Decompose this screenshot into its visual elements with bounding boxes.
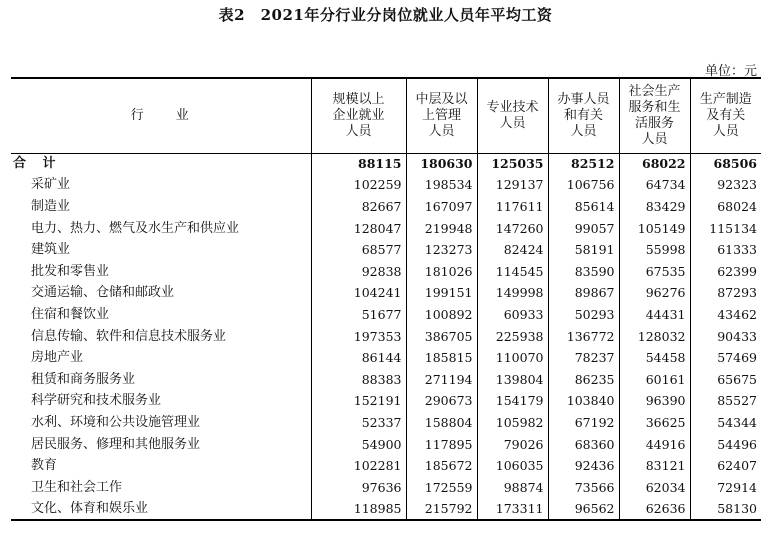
header-col5: [619, 78, 690, 153]
cell-value: 96562: [548, 499, 619, 521]
cell-value: 106035: [477, 455, 548, 477]
cell-value: 72914: [690, 477, 761, 499]
cell-value: 73566: [548, 477, 619, 499]
row-name: 住宿和餐饮业: [31, 306, 110, 322]
cell-value: 68506: [690, 153, 761, 175]
table-row: [11, 434, 761, 456]
cell-value: 128047: [311, 218, 406, 240]
header-line: 人员: [345, 123, 372, 139]
cell-value: 102259: [311, 175, 406, 197]
cell-value: 96276: [619, 283, 690, 305]
cell-value: 58130: [690, 499, 761, 521]
table-row: [11, 304, 761, 326]
row-name: 租赁和商务服务业: [31, 371, 136, 387]
cell-value: 149998: [477, 283, 548, 305]
table-row: [11, 412, 761, 434]
cell-value: 87293: [690, 283, 761, 305]
table-row: [11, 477, 761, 499]
cell-value: 271194: [406, 369, 477, 391]
header-col4: [548, 78, 619, 153]
cell-value: 86144: [311, 347, 406, 369]
header-col6: [690, 78, 761, 153]
cell-value: 136772: [548, 326, 619, 348]
cell-value: 82667: [311, 196, 406, 218]
cell-value: 199151: [406, 283, 477, 305]
table-row: [11, 391, 761, 413]
table-row: [11, 283, 761, 305]
header-line: 人员: [499, 115, 526, 131]
header-line: 上管理: [421, 107, 461, 123]
cell-value: 85614: [548, 196, 619, 218]
cell-value: 83429: [619, 196, 690, 218]
cell-value: 110070: [477, 347, 548, 369]
cell-value: 79026: [477, 434, 548, 456]
cell-value: 172559: [406, 477, 477, 499]
cell-value: 43462: [690, 304, 761, 326]
cell-value: 44431: [619, 304, 690, 326]
row-name: 房地产业: [31, 350, 84, 366]
cell-value: 68024: [690, 196, 761, 218]
header-line: 服务和生: [628, 99, 681, 115]
header-industry: 行 业: [11, 78, 311, 153]
cell-value: 117895: [406, 434, 477, 456]
cell-value: 225938: [477, 326, 548, 348]
cell-value: 68022: [619, 153, 690, 175]
cell-value: 100892: [406, 304, 477, 326]
cell-value: 85527: [690, 391, 761, 413]
header-line: 人员: [428, 123, 455, 139]
cell-value: 50293: [548, 304, 619, 326]
table-row: [11, 326, 761, 348]
cell-value: 115134: [690, 218, 761, 240]
header-line: 生产制造: [699, 91, 752, 107]
cell-value: 181026: [406, 261, 477, 283]
cell-value: 36625: [619, 412, 690, 434]
row-name: 制造业: [31, 198, 71, 214]
cell-value: 96390: [619, 391, 690, 413]
header-col3: [477, 78, 548, 153]
cell-value: 44916: [619, 434, 690, 456]
cell-value: 173311: [477, 499, 548, 521]
cell-value: 128032: [619, 326, 690, 348]
header-line: 规模以上: [332, 91, 385, 107]
cell-value: 67535: [619, 261, 690, 283]
cell-value: 185672: [406, 455, 477, 477]
header-col2: [406, 78, 477, 153]
table-row: [11, 499, 761, 521]
cell-value: 54344: [690, 412, 761, 434]
table-row: [11, 218, 761, 240]
cell-value: 86235: [548, 369, 619, 391]
row-name: 采矿业: [31, 177, 71, 193]
row-name: 居民服务、修理和其他服务业: [31, 436, 201, 452]
cell-value: 62636: [619, 499, 690, 521]
row-name: 批发和零售业: [31, 263, 110, 279]
cell-value: 51677: [311, 304, 406, 326]
table-row: [11, 239, 761, 261]
header-line: 活服务: [634, 115, 674, 131]
cell-value: 83590: [548, 261, 619, 283]
row-name: 建筑业: [31, 242, 71, 258]
cell-value: 117611: [477, 196, 548, 218]
cell-value: 139804: [477, 369, 548, 391]
cell-value: 62399: [690, 261, 761, 283]
cell-value: 215792: [406, 499, 477, 521]
header-line: 人员: [570, 123, 597, 139]
header-line: 办事人员: [557, 91, 610, 107]
cell-value: 98874: [477, 477, 548, 499]
cell-value: 65675: [690, 369, 761, 391]
cell-value: 118985: [311, 499, 406, 521]
header-line: 和有关: [563, 107, 603, 123]
cell-value: 82424: [477, 239, 548, 261]
cell-value: 219948: [406, 218, 477, 240]
cell-value: 92323: [690, 175, 761, 197]
header-row: [11, 78, 761, 153]
cell-value: 88383: [311, 369, 406, 391]
cell-value: 78237: [548, 347, 619, 369]
cell-value: 67192: [548, 412, 619, 434]
cell-value: 54496: [690, 434, 761, 456]
cell-value: 114545: [477, 261, 548, 283]
header-line: 中层及以: [415, 91, 468, 107]
header-line: 企业就业: [332, 107, 385, 123]
table-row: [11, 455, 761, 477]
cell-value: 62407: [690, 455, 761, 477]
cell-value: 185815: [406, 347, 477, 369]
row-name: 交通运输、仓储和邮政业: [31, 285, 175, 301]
table-row: [11, 196, 761, 218]
cell-value: 106756: [548, 175, 619, 197]
cell-value: 386705: [406, 326, 477, 348]
cell-value: 60933: [477, 304, 548, 326]
cell-value: 104241: [311, 283, 406, 305]
cell-value: 129137: [477, 175, 548, 197]
table-title: 表2 2021年分行业分岗位就业人员年平均工资: [218, 6, 553, 24]
cell-value: 54900: [311, 434, 406, 456]
cell-value: 152191: [311, 391, 406, 413]
cell-value: 92838: [311, 261, 406, 283]
row-name: 合 计: [13, 156, 62, 172]
cell-value: 99057: [548, 218, 619, 240]
cell-value: 290673: [406, 391, 477, 413]
cell-value: 57469: [690, 347, 761, 369]
cell-value: 158804: [406, 412, 477, 434]
cell-value: 197353: [311, 326, 406, 348]
table-row: [11, 347, 761, 369]
cell-value: 54458: [619, 347, 690, 369]
table-row-total: [11, 153, 761, 175]
cell-value: 68577: [311, 239, 406, 261]
cell-value: 60161: [619, 369, 690, 391]
cell-value: 103840: [548, 391, 619, 413]
cell-value: 92436: [548, 455, 619, 477]
table-row: [11, 261, 761, 283]
cell-value: 123273: [406, 239, 477, 261]
unit-label: 单位：元: [704, 64, 757, 79]
cell-value: 198534: [406, 175, 477, 197]
header-line: 社会生产: [628, 83, 681, 99]
cell-value: 105982: [477, 412, 548, 434]
cell-value: 82512: [548, 153, 619, 175]
cell-value: 147260: [477, 218, 548, 240]
cell-value: 180630: [406, 153, 477, 175]
cell-value: 52337: [311, 412, 406, 434]
row-name: 水利、环境和公共设施管理业: [31, 414, 201, 430]
row-name: 信息传输、软件和信息技术服务业: [31, 328, 227, 344]
cell-value: 68360: [548, 434, 619, 456]
table-row: [11, 175, 761, 197]
cell-value: 154179: [477, 391, 548, 413]
cell-value: 83121: [619, 455, 690, 477]
header-line: 人员: [641, 131, 668, 147]
cell-value: 105149: [619, 218, 690, 240]
row-name: 卫生和社会工作: [31, 479, 123, 495]
cell-value: 125035: [477, 153, 548, 175]
row-name: 电力、热力、燃气及水生产和供应业: [31, 220, 240, 236]
header-line: 专业技术: [486, 99, 539, 115]
header-line: 人员: [712, 123, 739, 139]
cell-value: 61333: [690, 239, 761, 261]
cell-value: 88115: [311, 153, 406, 175]
row-name: 科学研究和技术服务业: [31, 393, 162, 409]
row-name: 文化、体育和娱乐业: [11, 499, 311, 521]
header-line: 及有关: [706, 107, 746, 123]
table-body: [11, 153, 761, 520]
wage-table: [11, 77, 761, 521]
row-name: 教育: [31, 458, 58, 474]
cell-value: 55998: [619, 239, 690, 261]
table-row: [11, 369, 761, 391]
cell-value: 167097: [406, 196, 477, 218]
cell-value: 89867: [548, 283, 619, 305]
cell-value: 64734: [619, 175, 690, 197]
cell-value: 90433: [690, 326, 761, 348]
cell-value: 102281: [311, 455, 406, 477]
cell-value: 58191: [548, 239, 619, 261]
cell-value: 62034: [619, 477, 690, 499]
header-col1: [311, 78, 406, 153]
cell-value: 97636: [311, 477, 406, 499]
